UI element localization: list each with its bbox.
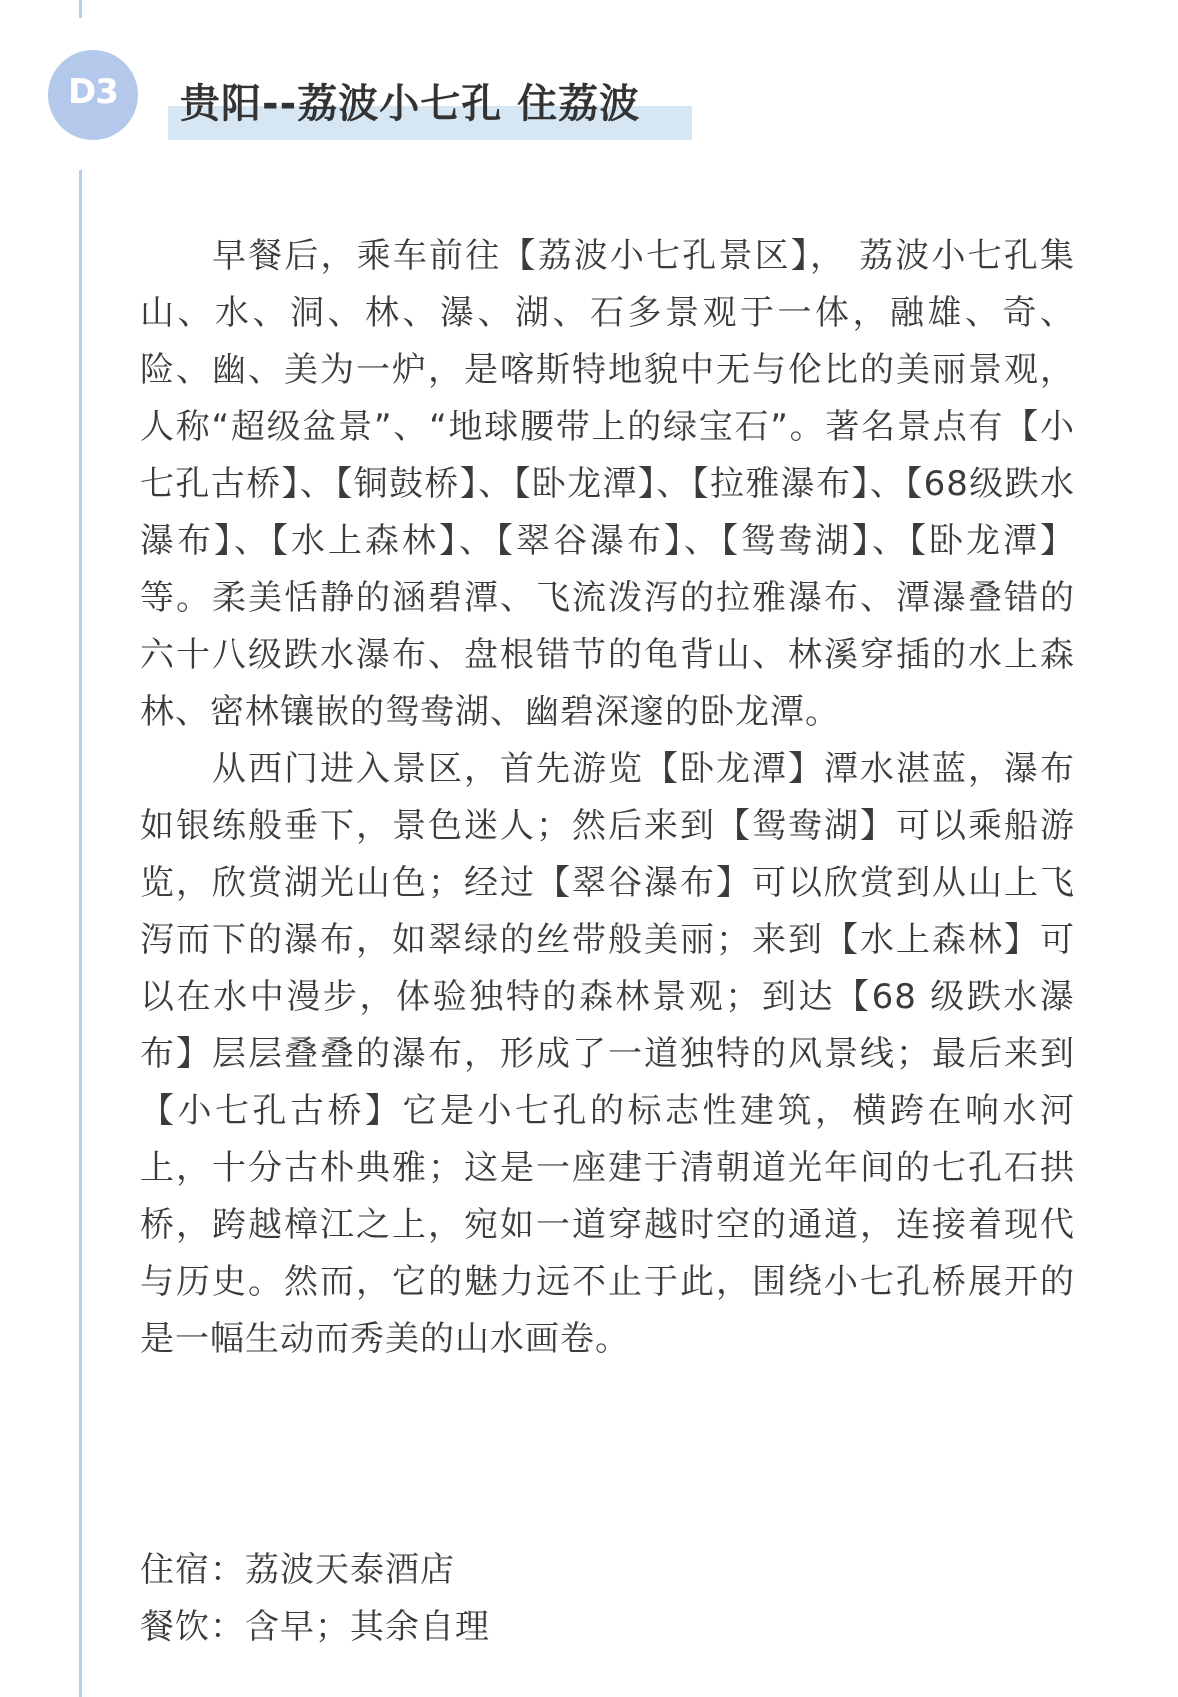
day-badge: D3 — [48, 50, 138, 140]
day-info — [140, 1542, 490, 1656]
itinerary-content — [140, 228, 1075, 1368]
meals-info: 餐饮：含早；其余自理 — [140, 1607, 490, 1647]
itinerary-paragraph: 早餐后，乘车前往【荔波小七孔景区】， 荔波小七孔集山、水、洞、林、瀑、湖、石多景观于一体，融雄、奇、险、幽、美为一炉，是喀斯特地貌中无与伦比的美丽景观，人称“超级盆景”、“地球腰带上的绿宝石”。著名景点有【小七孔古桥】、【铜鼓桥】、【卧龙潭】、【拉雅瀑布】、【68级跌水瀑布】、【水上森林】、【翠谷瀑布】、【鸳鸯湖】、【卧龙潭】等。柔美恬静的涵碧潭、飞流泼泻的拉雅瀑布、潭瀑叠错的六十八级跌水瀑布、盘根错节的龟背山、林溪穿插的水上森林、密林镶嵌的鸳鸯湖、幽碧深邃的卧龙潭。 — [140, 236, 1075, 732]
timeline-line — [79, 170, 82, 1697]
lodging-info: 住宿：荔波天泰酒店 — [140, 1550, 455, 1590]
day-title: 贵阳--荔波小七孔 住荔波 — [180, 81, 641, 127]
itinerary-paragraph: 从西门进入景区，首先游览【卧龙潭】潭水湛蓝，瀑布如银练般垂下，景色迷人；然后来到【鸳鸯湖】可以乘船游览，欣赏湖光山色；经过【翠谷瀑布】可以欣赏到从山上飞泻而下的瀑布，如翠绿的丝带般美丽；来到【水上森林】可以在水中漫步，体验独特的森林景观；到达【68 级跌水瀑布】层层叠叠的瀑布，形成了一道独特的风景线；最后来到【小七孔古桥】它是小七孔的标志性建筑，横跨在响水河上，十分古朴典雅；这是一座建于清朝道光年间的七孔石拱桥，跨越樟江之上，宛如一道穿越时空的通道，连接着现代与历史。然而，它的魅力远不止于此，围绕小七孔桥展开的是一幅生动而秀美的山水画卷。 — [140, 749, 1075, 1359]
timeline-line-top — [79, 0, 82, 18]
